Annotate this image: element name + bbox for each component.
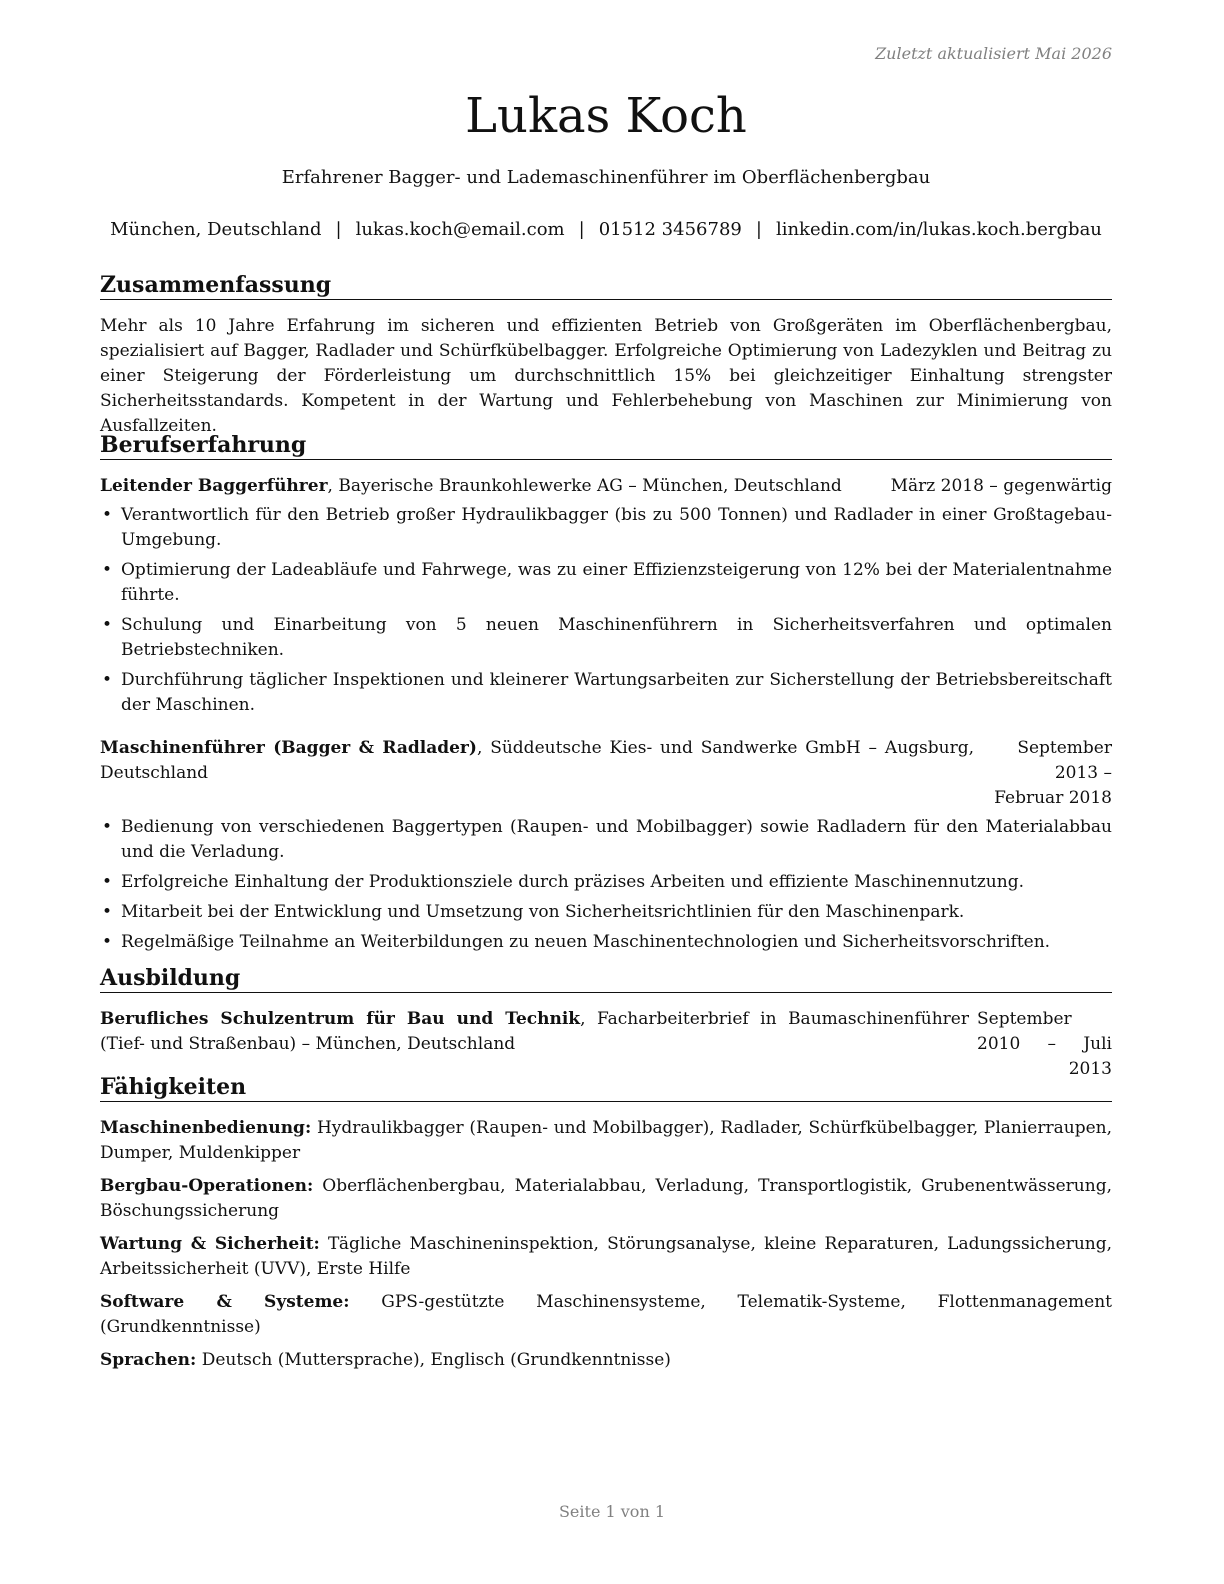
list-item: • Schulung und Einarbeitung von 5 neuen Maschinenführern in Sicherheitsverfahren und optimalen Betriebstechniken. (100, 613, 1112, 663)
skills-section (100, 1073, 1112, 1381)
contact-location: München, Deutschland (110, 219, 322, 240)
job-entry (100, 736, 1112, 955)
skill-label: Sprachen: (100, 1350, 197, 1370)
contact-email[interactable]: lukas.koch@email.com (355, 219, 565, 240)
skill-label: Bergbau-Operationen: (100, 1176, 314, 1196)
summary-heading: Zusammenfassung (100, 271, 1112, 300)
job-header (100, 736, 1112, 811)
job-dates: März 2018 – gegenwärtig (890, 476, 1112, 496)
job-dates: September 2013 – Februar 2018 (994, 738, 1112, 808)
contact-separator: | (335, 219, 342, 240)
education-section (100, 964, 1112, 1082)
job-role: Leitender Baggerführer (100, 476, 328, 496)
summary-text: Mehr als 10 Jahre Erfahrung im sicheren und effizienten Betrieb von Großgeräten im Oberflächenbergbau, spezialisiert auf Bagger, Radlader und Schürfkübelbagger. Erfolgreiche Optimierung von Ladezyklen und Beitrag zu einer Steigerung der Förderleistung um durchschnittlich 15% bei gleichzeitiger Einhaltung strengster Sicherheitsstandards. Kompetent in der Wartung und Fehlerbehebung von Maschinen zur Minimierung von Ausfallzeiten. (100, 316, 1112, 436)
skill-item (100, 1116, 1112, 1166)
contact-phone: 01512 3456789 (598, 219, 742, 240)
skill-label: Software & Systeme: (100, 1292, 350, 1312)
education-dates: September 2010 – Juli 2013 (977, 1009, 1112, 1079)
skill-item (100, 1232, 1112, 1282)
education-school: Berufliches Schulzentrum für Bau und Technik (100, 1009, 581, 1029)
list-item: • Optimierung der Ladeabläufe und Fahrwege, was zu einer Effizienzsteigerung von 12% bei der Materialentnahme führte. (100, 558, 1112, 608)
skill-text: Hydraulikbagger (Raupen- und Mobilbagger), Radlader, Schürfkübelbagger, Planierraupen, Dumper, Muldenkipper (100, 1118, 1112, 1163)
skill-text: Tägliche Maschineninspektion, Störungsanalyse, kleine Reparaturen, Ladungssicherung, Arbeitssicherheit (UVV), Erste Hilfe (100, 1234, 1112, 1279)
list-item: • Mitarbeit bei der Entwicklung und Umsetzung von Sicherheitsrichtlinien für den Maschinenpark. (100, 900, 1112, 925)
experience-section (100, 431, 1112, 960)
summary-section (100, 271, 1112, 439)
list-item: • Bedienung von verschiedenen Baggertypen (Raupen- und Mobilbagger) sowie Radladern für den Materialabbau und die Verladung. (100, 815, 1112, 865)
skill-item (100, 1174, 1112, 1224)
skill-label: Wartung & Sicherheit: (100, 1234, 320, 1254)
skill-label: Maschinenbedienung: (100, 1118, 312, 1138)
education-heading: Ausbildung (100, 964, 1112, 993)
skill-item (100, 1290, 1112, 1340)
contact-line (100, 219, 1112, 240)
education-entry (100, 1007, 1112, 1082)
candidate-name: Lukas Koch (465, 88, 747, 144)
contact-separator: | (755, 219, 762, 240)
contact-separator: | (578, 219, 585, 240)
page-footer: Seite 1 von 1 (558, 1502, 666, 1521)
job-bullets (100, 503, 1112, 718)
candidate-tagline: Erfahrener Bagger- und Lademaschinenführer im Oberflächenbergbau (281, 167, 931, 188)
list-item: • Verantwortlich für den Betrieb großer Hydraulikbagger (bis zu 500 Tonnen) und Radlader in einer Großtagebau-Umgebung. (100, 503, 1112, 553)
skills-heading: Fähigkeiten (100, 1073, 1112, 1102)
skill-text: Deutsch (Muttersprache), Englisch (Grundkenntnisse) (196, 1350, 671, 1370)
list-item: • Regelmäßige Teilnahme an Weiterbildungen zu neuen Maschinentechnologien und Sicherheitsvorschriften. (100, 930, 1112, 955)
experience-heading: Berufserfahrung (100, 431, 1112, 460)
last-updated: Zuletzt aktualisiert Mai 2026 (875, 44, 1112, 63)
job-header (100, 474, 1112, 499)
job-company: , Bayerische Braunkohlewerke AG – München, Deutschland (327, 476, 842, 496)
education-detail: , Facharbeiterbrief in Baumaschinenführer (Tief- und Straßenbau) – München, Deutschland (100, 1009, 969, 1054)
list-item: • Erfolgreiche Einhaltung der Produktionsziele durch präzises Arbeiten und effiziente Maschinennutzung. (100, 870, 1112, 895)
skill-text: GPS-gestützte Maschinensysteme, Telematik-Systeme, Flottenmanagement (Grundkenntnisse) (100, 1292, 1112, 1337)
list-item: • Durchführung täglicher Inspektionen und kleinerer Wartungsarbeiten zur Sicherstellung der Betriebsbereitschaft der Maschinen. (100, 668, 1112, 718)
contact-linkedin[interactable]: linkedin.com/in/lukas.koch.bergbau (775, 219, 1102, 240)
job-company: , Süddeutsche Kies- und Sandwerke GmbH – Augsburg, Deutschland (100, 738, 975, 783)
job-bullets (100, 815, 1112, 955)
skill-text: Oberflächenbergbau, Materialabbau, Verladung, Transportlogistik, Grubenentwässerung, Böschungssicherung (100, 1176, 1112, 1221)
job-role: Maschinenführer (Bagger & Radlader) (100, 738, 477, 758)
skill-item (100, 1348, 1112, 1373)
skills-list (100, 1116, 1112, 1373)
job-entry (100, 474, 1112, 718)
